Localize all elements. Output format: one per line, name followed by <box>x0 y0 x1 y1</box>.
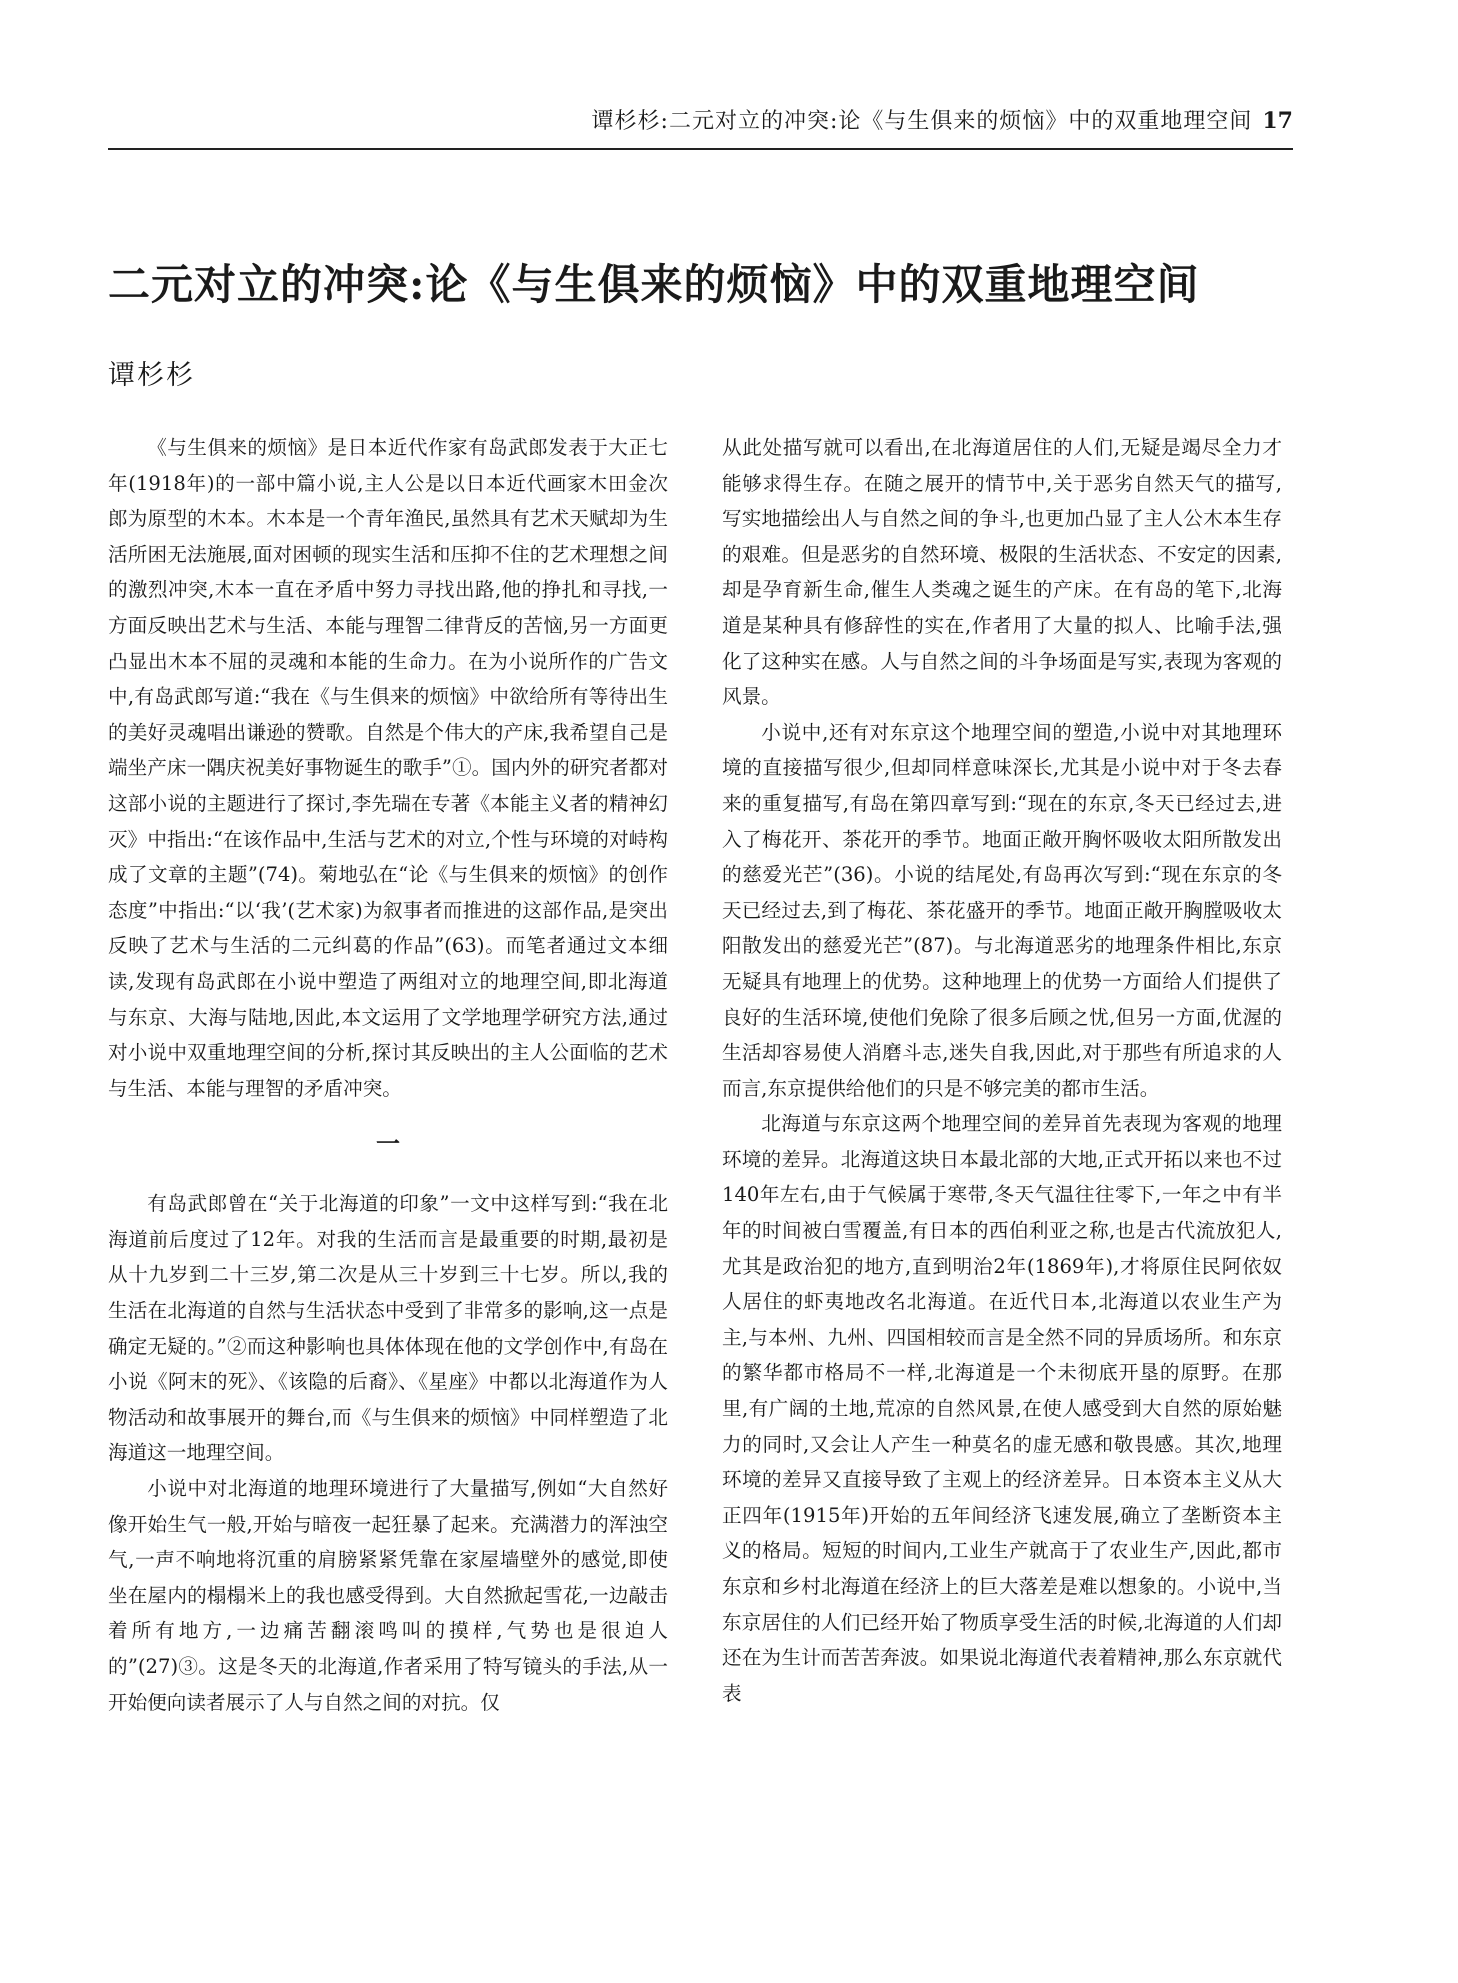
right-column <box>722 430 1282 1870</box>
page-number: 17 <box>1262 108 1293 134</box>
running-title: 谭杉杉:二元对立的冲突:论《与生俱来的烦恼》中的双重地理空间 <box>591 109 1253 134</box>
left-column <box>108 430 668 1870</box>
body-paragraph: 小说中对北海道的地理环境进行了大量描写,例如“大自然好像开始生气一般,开始与暗夜一起狂暴了起来。充满潜力的浑浊空气,一声不响地将沉重的肩膀紧紧凭靠在家屋墙壁外的感觉,即使坐在屋内的榻榻米上的我也感受得到。大自然掀起雪花,一边敲击着所有地方,一边痛苦翻滚鸣叫的摸样,气势也是很迫人的”(27)③。这是冬天的北海道,作者采用了特写镜头的手法,从一开始便向读者展示了人与自然之间的对抗。仅 <box>108 1477 668 1714</box>
body-paragraph: 从此处描写就可以看出,在北海道居住的人们,无疑是竭尽全力才能够求得生存。在随之展开的情节中,关于恶劣自然天气的描写,写实地描绘出人与自然之间的争斗,也更加凸显了主人公木本生存的艰难。但是恶劣的自然环境、极限的生活状态、不安定的因素,却是孕育新生命,催生人类魂之诞生的产床。在有岛的笔下,北海道是某种具有修辞性的实在,作者用了大量的拟人、比喻手法,强化了这种实在感。人与自然之间的斗争场面是写实,表现为客观的风景。 <box>722 436 1282 709</box>
intro-paragraph: 《与生俱来的烦恼》是日本近代作家有岛武郎发表于大正七年(1918年)的一部中篇小说,主人公是以日本近代画家木田金次郎为原型的木本。木本是一个青年渔民,虽然具有艺术天赋却为生活所困无法施展,面对困顿的现实生活和压抑不住的艺术理想之间的激烈冲突,木本一直在矛盾中努力寻找出路,他的挣扎和寻找,一方面反映出艺术与生活、本能与理智二律背反的苦恼,另一方面更凸显出木本不屈的灵魂和本能的生命力。在为小说所作的广告文中,有岛武郎写道:“我在《与生俱来的烦恼》中欲给所有等待出生的美好灵魂唱出谦逊的赞歌。自然是个伟大的产床,我希望自己是端坐产床一隅庆祝美好事物诞生的歌手”①。国内外的研究者都对这部小说的主题进行了探讨,李先瑞在专著《本能主义者的精神幻灭》中指出:“在该作品中,生活与艺术的对立,个性与环境的对峙构成了文章的主题”(74)。菊地弘在“论《与生俱来的烦恼》的创作态度”中指出:“以‘我’(艺术家)为叙事者而推进的这部作品,是突出反映了艺术与生活的二元纠葛的作品”(63)。而笔者通过文本细读,发现有岛武郎在小说中塑造了两组对立的地理空间,即北海道与东京、大海与陆地,因此,本文运用了文学地理学研究方法,通过对小说中双重地理空间的分析,探讨其反映出的主人公面临的艺术与生活、本能与理智的矛盾冲突。 <box>108 436 668 1100</box>
article-title: 二元对立的冲突:论《与生俱来的烦恼》中的双重地理空间 <box>108 260 1200 309</box>
body-paragraph: 有岛武郎曾在“关于北海道的印象”一文中这样写到:“我在北海道前后度过了12年。对我的生活而言是最重要的时期,最初是从十九岁到二十三岁,第二次是从三十岁到三十七岁。所以,我的生活在北海道的自然与生活状态中受到了非常多的影响,这一点是确定无疑的。”②而这种影响也具体体现在他的文学创作中,有岛在小说《阿末的死》、《该隐的后裔》、《星座》中都以北海道作为人物活动和故事展开的舞台,而《与生俱来的烦恼》中同样塑造了北海道这一地理空间。 <box>108 1192 668 1465</box>
body-paragraph: 北海道与东京这两个地理空间的差异首先表现为客观的地理环境的差异。北海道这块日本最北部的大地,正式开拓以来也不过140年左右,由于气候属于寒带,冬天气温往往零下,一年之中有半年的时间被白雪覆盖,有日本的西伯利亚之称,也是古代流放犯人,尤其是政治犯的地方,直到明治2年(1869年),才将原住民阿依奴人居住的虾夷地改名北海道。在近代日本,北海道以农业生产为主,与本州、九州、四国相较而言是全然不同的异质场所。和东京的繁华都市格局不一样,北海道是一个未彻底开垦的原野。在那里,有广阔的土地,荒凉的自然风景,在使人感受到大自然的原始魅力的同时,又会让人产生一种莫名的虚无感和敬畏感。其次,地理环境的差异又直接导致了主观上的经济差异。日本资本主义从大正四年(1915年)开始的五年间经济飞速发展,确立了垄断资本主义的格局。短短的时间内,工业生产就高于了农业生产,因此,都市东京和乡村北海道在经济上的巨大落差是难以想象的。小说中,当东京居住的人们已经开始了物质享受生活的时候,北海道的人们却还在为生计而苦苦奔波。如果说北海道代表着精神,那么东京就代表 <box>722 1112 1282 1705</box>
article-author: 谭杉杉 <box>108 360 195 391</box>
section-number: 一 <box>376 1129 400 1159</box>
running-header <box>108 108 1293 150</box>
body-paragraph: 小说中,还有对东京这个地理空间的塑造,小说中对其地理环境的直接描写很少,但却同样意味深长,尤其是小说中对于冬去春来的重复描写,有岛在第四章写到:“现在的东京,冬天已经过去,进入了梅花开、茶花开的季节。地面正敞开胸怀吸收太阳所散发出的慈爱光芒”(36)。小说的结尾处,有岛再次写到:“现在东京的冬天已经过去,到了梅花、茶花盛开的季节。地面正敞开胸膛吸收太阳散发出的慈爱光芒”(87)。与北海道恶劣的地理条件相比,东京无疑具有地理上的优势。这种地理上的优势一方面给人们提供了良好的生活环境,使他们免除了很多后顾之忧,但另一方面,优渥的生活却容易使人消磨斗志,迷失自我,因此,对于那些有所追求的人而言,东京提供给他们的只是不够完美的都市生活。 <box>722 720 1282 1100</box>
